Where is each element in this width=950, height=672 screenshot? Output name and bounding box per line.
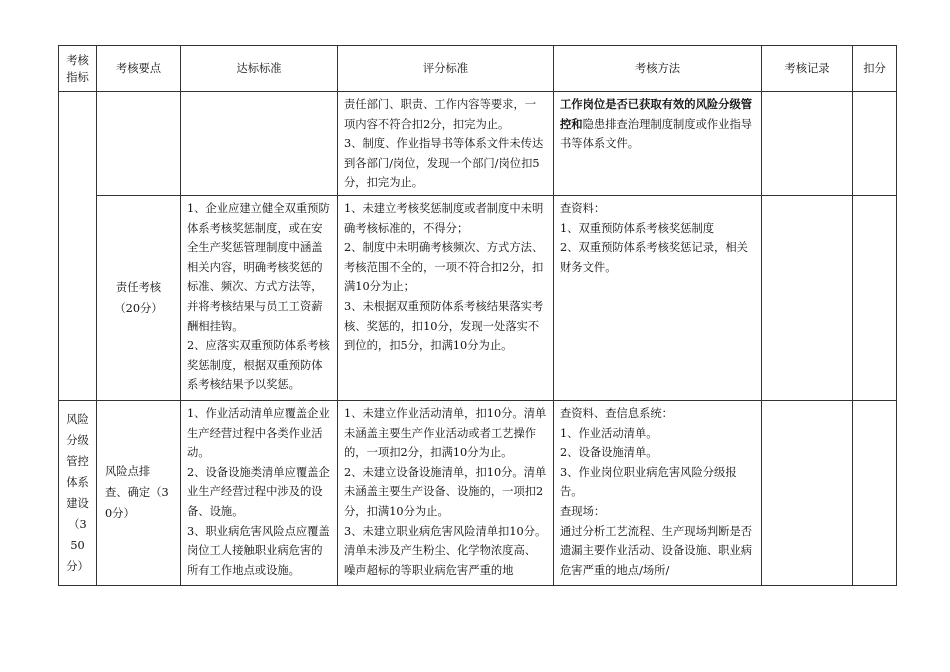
standard-cell (181, 400, 338, 585)
method-line: 2、双重预防体系考核奖惩记录，相关财务文件。 (560, 241, 748, 274)
scoring-line: 1、未建立作业活动清单，扣10分。清单未涵盖主要生产作业活动或者工艺操作的，一项扣2分，扣满10分为止。 (344, 406, 547, 460)
standard-line: 1、作业活动清单应覆盖企业生产经营过程中各类作业活动。 (187, 406, 330, 460)
scoring-cell (338, 400, 554, 585)
scoring-line: 2、制度中未明确考核频次、方式方法、考核范围不全的，一项不符合扣2分，扣满10分为止； (344, 241, 544, 294)
header-row (59, 46, 897, 92)
method-text (560, 95, 755, 154)
points-cell (97, 92, 181, 196)
deduct-cell[interactable] (853, 195, 897, 400)
method-line: 查资料： (560, 201, 606, 215)
method-cell (554, 195, 762, 400)
method-bold-text: 工作岗位是否已获取有效的风险分级管控和 (560, 97, 753, 131)
method-line: 2、设备设施清单。 (560, 446, 658, 460)
standard-line: 2、应落实双重预防体系考核奖惩制度，根据双重预防体系考核结果予以奖惩。 (187, 339, 330, 392)
scoring-cell (338, 92, 554, 196)
point-title: 风险点排查、确定（30分） (105, 465, 169, 521)
points-cell (97, 400, 181, 585)
points-cell (97, 195, 181, 400)
deduct-cell[interactable] (853, 92, 897, 196)
indicator-cell (59, 400, 97, 585)
header-deduct: 扣分 (853, 46, 897, 92)
table-row (59, 195, 897, 400)
header-method: 考核方法 (554, 46, 762, 92)
header-indicator: 考核指标 (59, 46, 97, 92)
standard-cell (181, 92, 338, 196)
indicator-text: 风险分级管控体系建设（350分） (66, 412, 89, 573)
header-record: 考核记录 (762, 46, 853, 92)
standard-line: 1、企业应建立健全双重预防体系考核奖惩制度，或在安全生产奖惩管理制度中涵盖相关内容，明确考核奖惩的标准、频次、方式方法等，并将考核结果与员工工资薪酬相挂钩。 (187, 201, 330, 333)
deduct-cell[interactable] (853, 400, 897, 585)
method-line: 查资料、查信息系统： (560, 406, 673, 420)
point-title: 责任考核 (115, 280, 162, 294)
method-cell (554, 92, 762, 196)
point-score: （20分） (114, 301, 163, 315)
method-line: 1、作业活动清单。 (560, 426, 658, 440)
record-cell[interactable] (762, 400, 853, 585)
record-cell[interactable] (762, 92, 853, 196)
standard-line: 2、设备设施类清单应覆盖企业生产经营过程中涉及的设备、设施。 (187, 465, 330, 518)
scoring-line: 3、未建立职业病危害风险清单扣10分。清单未涉及产生粉尘、化学物浓度高、噪声超标的等职业病危害严重的地 (344, 524, 547, 577)
method-line: 通过分析工艺流程、生产现场判断是否遗漏主要作业活动、设备设施、职业病危害严重的地点/场所/ (560, 524, 753, 577)
method-line: 3、作业岗位职业病危害风险分级报告。 (560, 465, 737, 499)
scoring-line: 1、未建立考核奖惩制度或者制度中未明确考核标准的，不得分； (344, 201, 544, 235)
scoring-line: 责任部门、职责、工作内容等要求，一项内容不符合扣2分，扣完为止。 (344, 98, 537, 131)
method-line: 1、双重预防体系考核奖惩制度 (560, 221, 715, 235)
record-cell[interactable] (762, 195, 853, 400)
header-standard: 达标标准 (181, 46, 338, 92)
scoring-line: 3、制度、作业指导书等体系文件未传达到各部门/岗位，发现一个部门/岗位扣5分，扣完为止。 (344, 137, 544, 190)
indicator-cell-empty (59, 92, 97, 401)
scoring-cell (338, 195, 554, 400)
method-rest-text: 隐患排查治理制度制度或作业指导书等体系文件。 (560, 117, 753, 151)
assessment-table (58, 45, 897, 586)
standard-line: 3、职业病危害风险点应覆盖岗位工人接触职业病危害的所有工作地点或设施。 (187, 524, 330, 577)
table-row (59, 400, 897, 585)
header-scoring: 评分标准 (338, 46, 554, 92)
method-line: 查现场： (560, 504, 606, 518)
standard-cell (181, 195, 338, 400)
scoring-line: 2、未建立设备设施清单，扣10分。清单未涵盖主要生产设备、设施的，一项扣2分，扣满10分为止。 (344, 465, 547, 518)
method-cell (554, 400, 762, 585)
scoring-line: 3、未根据双重预防体系考核结果落实考核、奖惩的，扣10分，发现一处落实不到位的，扣5分，扣满10分为止。 (344, 299, 544, 353)
table-row (59, 92, 897, 196)
header-points: 考核要点 (97, 46, 181, 92)
